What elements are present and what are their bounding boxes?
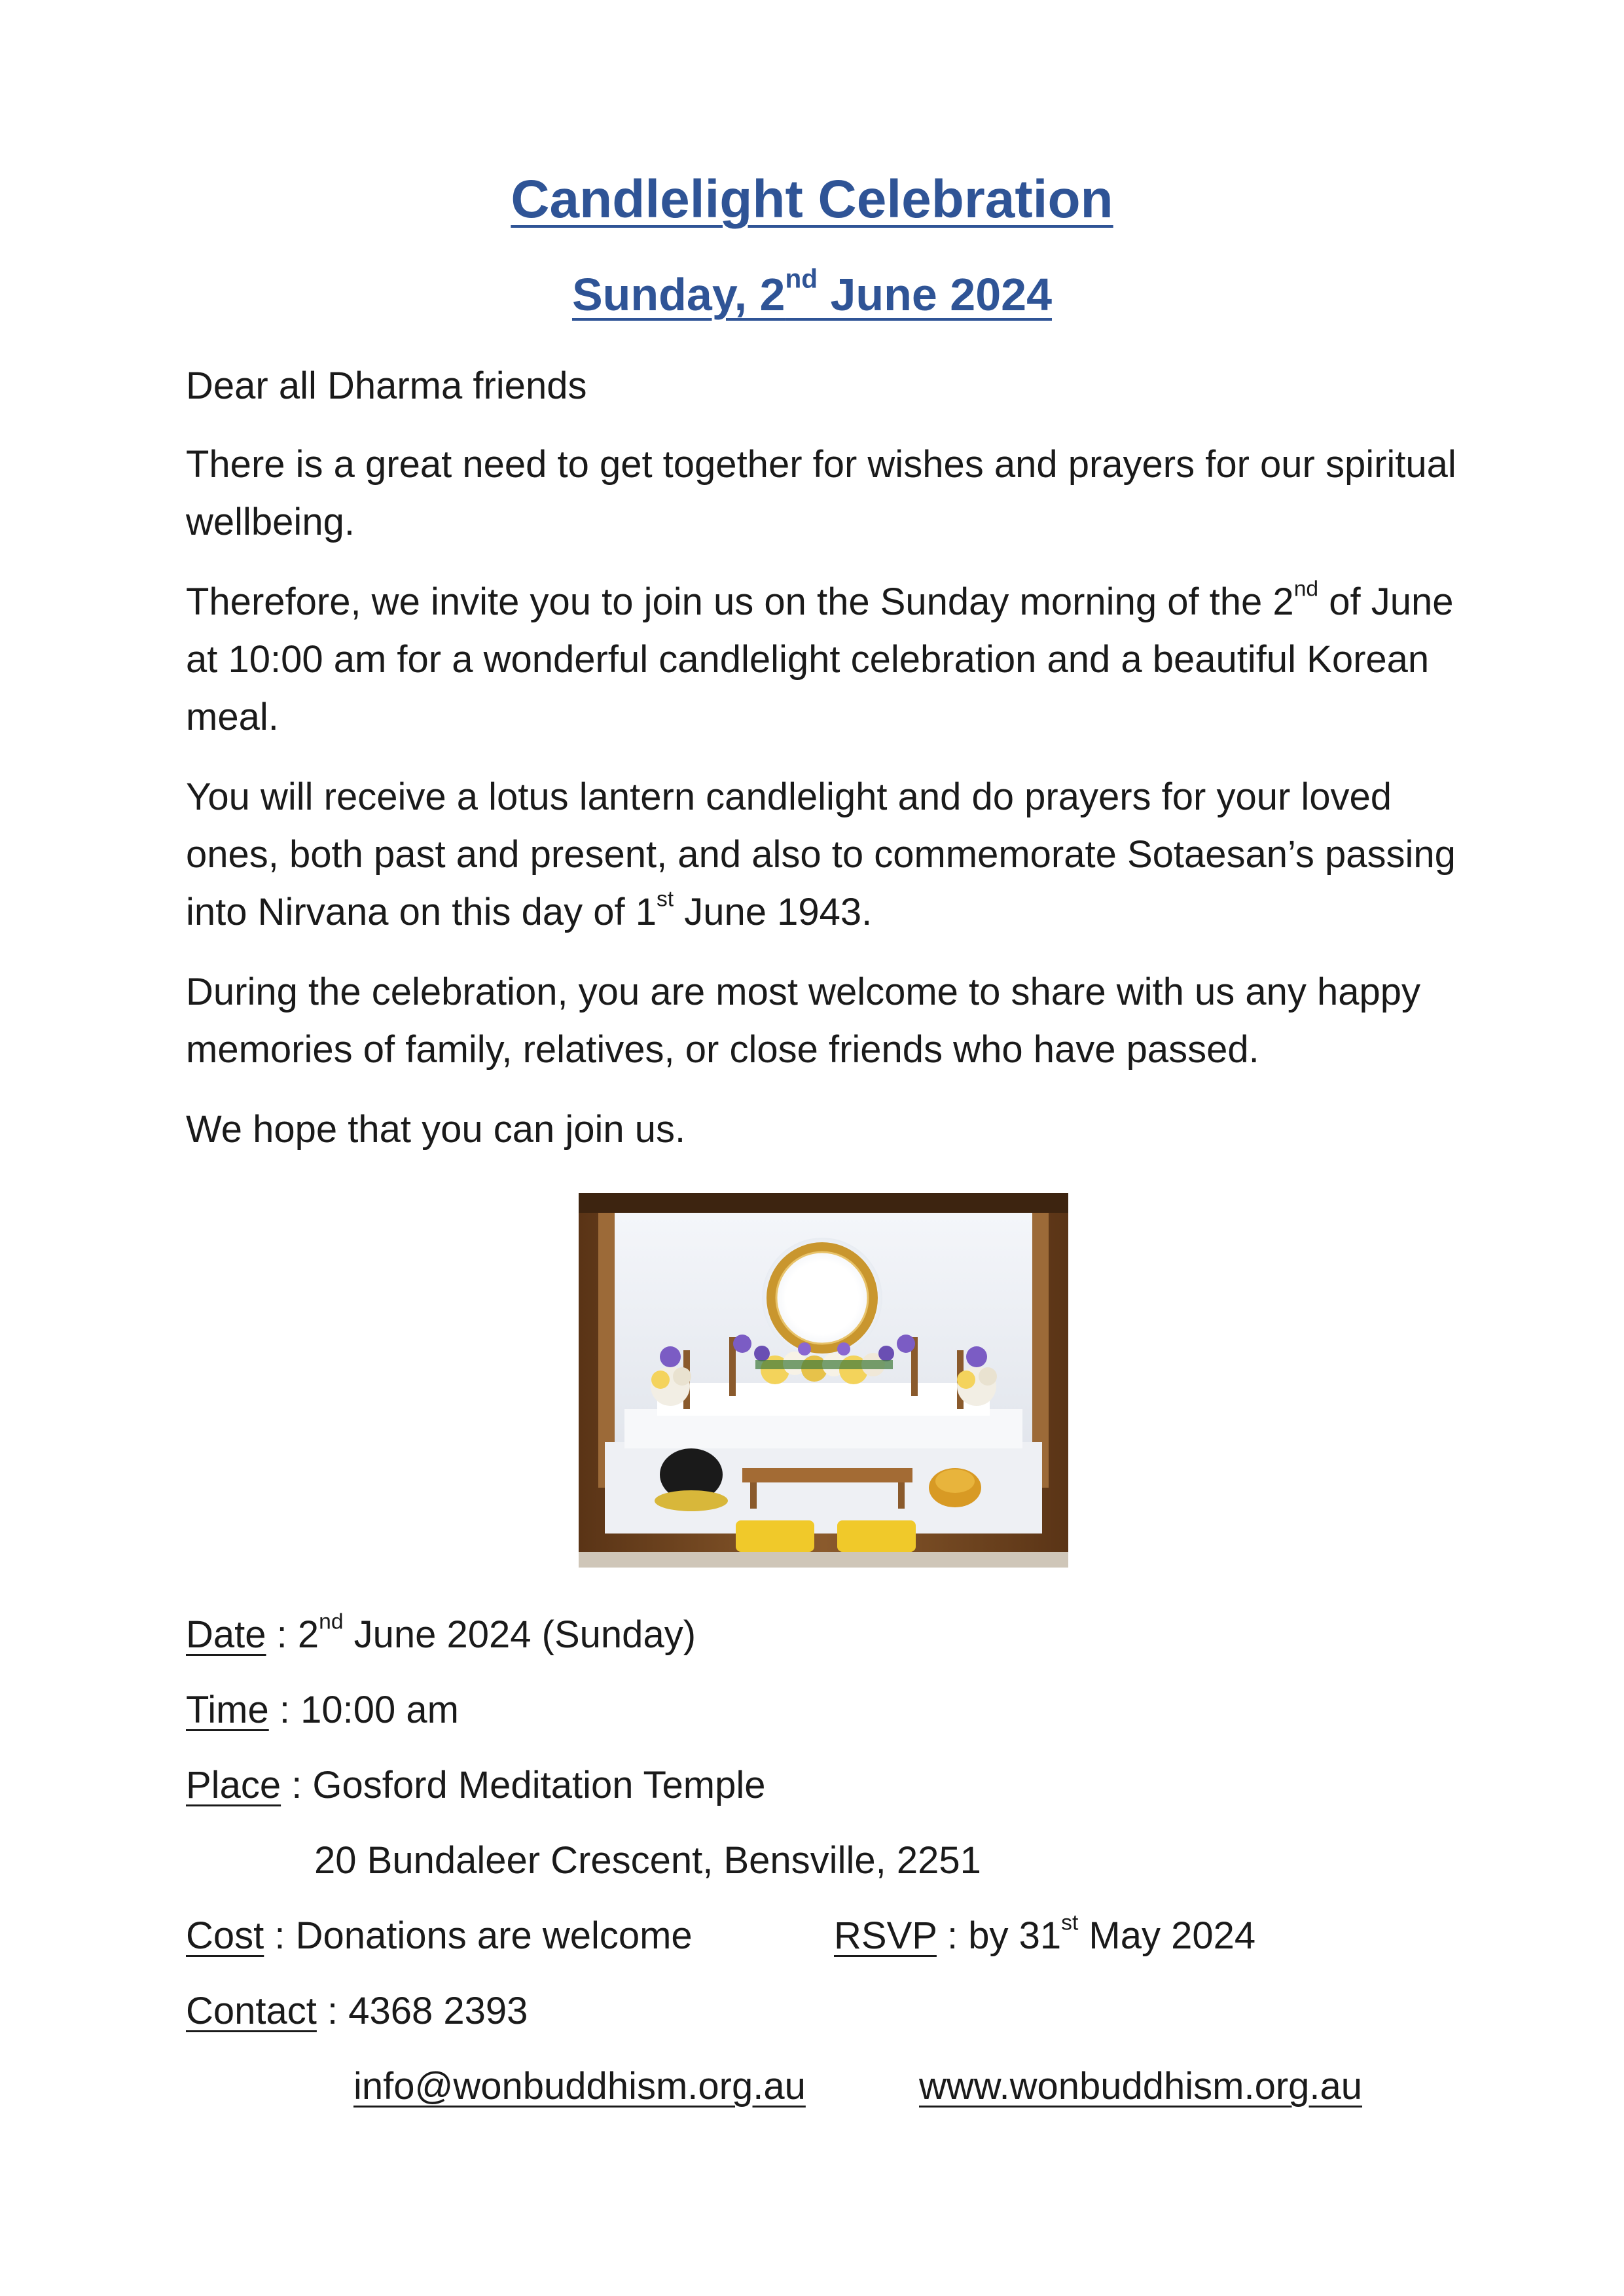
- place-label: Place: [186, 1764, 281, 1806]
- contact-line: Contact : 4368 2393: [186, 1990, 528, 2032]
- paragraph-hope: We hope that you can join us.: [186, 1108, 686, 1151]
- contact-label: Contact: [186, 1990, 317, 2032]
- cost-line: Cost : Donations are welcome: [186, 1914, 693, 1957]
- flyer-date-heading: Sunday, 2nd June 2024: [571, 263, 1053, 320]
- paragraph-lantern: You will receive a lotus lantern candlelight and do prayers for your loved ones, both past and present, and also to commemorate Sotaesan’s passing into Nirvana on this day of 1st June 1943.: [186, 776, 1456, 933]
- paragraph-invite: Therefore, we invite you to join us on the Sunday morning of the 2nd of June at 10:00 am for a wonderful candlelight celebration and a beautiful Korean meal.: [186, 577, 1454, 738]
- flyer-title: Candlelight Celebration: [511, 170, 1113, 229]
- website-line: [919, 2064, 1362, 2109]
- date-label: Date: [186, 1613, 266, 1656]
- time-line: Time : 10:00 am: [186, 1689, 459, 1731]
- time-label: Time: [186, 1689, 269, 1731]
- email-line: [353, 2064, 806, 2109]
- website-link[interactable]: www.wonbuddhism.org.au: [919, 2065, 1363, 2108]
- greeting: Dear all Dharma friends: [186, 365, 587, 407]
- rsvp-label: RSVP: [834, 1914, 937, 1957]
- rsvp-line: RSVP : by 31st May 2024: [834, 1910, 1256, 1957]
- altar-illustration: [579, 1193, 1068, 1568]
- temple-altar-photo: [579, 1193, 1068, 1568]
- place-line: Place : Gosford Meditation Temple: [186, 1764, 766, 1806]
- email-link[interactable]: info@wonbuddhism.org.au: [353, 2065, 806, 2108]
- paragraph-need: There is a great need to get together for wishes and prayers for our spiritual wellbeing.: [186, 443, 1456, 543]
- paragraph-share: During the celebration, you are most welcome to share with us any happy memories of family, relatives, or close friends who have passed.: [186, 971, 1420, 1071]
- date-line: Date : 2nd June 2024 (Sunday): [186, 1609, 696, 1656]
- cost-label: Cost: [186, 1914, 264, 1957]
- address-line: 20 Bundaleer Crescent, Bensville, 2251: [314, 1839, 981, 1882]
